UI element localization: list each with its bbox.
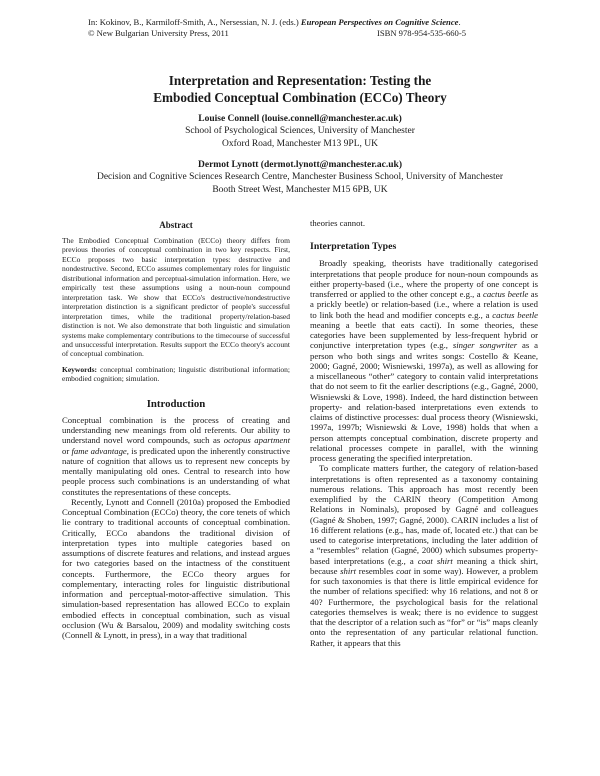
text-run: as a prickly beetle) or relation-based (i.e., where a relation is used to link both the head and modifier concepts e.g., a xyxy=(310,289,538,320)
copyright-line xyxy=(88,28,466,39)
author-block-1 xyxy=(60,113,540,150)
text-run: Conceptual combination is the process of creating and understanding new meanings from old referents. Our ability to understand novel word compounds, such as xyxy=(62,414,290,446)
text-run: meaning a beetle that eats cacti). In some theories, these categories have been supplemented by less-frequent hybrid or conjunctive interpretation types (e.g., xyxy=(310,319,538,351)
keywords xyxy=(62,365,290,384)
introduction xyxy=(62,398,290,641)
abstract-heading: Abstract xyxy=(159,220,193,230)
example-term: cactus beetle xyxy=(492,309,538,320)
citation-editors: In: Kokinov, B., Karmiloff-Smith, A., Nersessian, N. J. (eds.) xyxy=(88,17,299,27)
example-term: coat xyxy=(396,565,412,576)
example-term: cactus beetle xyxy=(482,289,529,299)
citation-period: . xyxy=(458,17,461,27)
left-column xyxy=(62,220,290,640)
citation-line xyxy=(88,17,528,28)
right-paragraph-1 xyxy=(310,258,538,463)
keywords-label: Keywords: xyxy=(62,364,97,374)
example-term: octopus apartment xyxy=(223,435,290,446)
text-run: in some way). However, a problem for such taxonomies is that there is little empirical evidence for the number of relations specified: why 16 relations, and not 8 or 40? Furthermore, the psychological basis for the relational categories themselves is weak; there is no evidence to suggest that the descriptor of a relation such as “for” or “is” maps cleanly onto the representation of any particular relational function. Rather, it appears that this xyxy=(310,565,538,648)
author-affiliation: School of Psychological Sciences, University of Manchester xyxy=(185,126,415,137)
example-term: fame advantage xyxy=(71,445,127,456)
book-title: European Perspectives on Cognitive Science xyxy=(300,17,459,27)
right-column xyxy=(310,218,538,648)
author-affiliation: Decision and Cognitive Sciences Research Centre, Manchester Business School, University of Manchester xyxy=(96,172,504,183)
keywords-text: conceptual combination; linguistic distributional information; embodied cognition; simulation. xyxy=(62,364,291,384)
right-paragraph-2 xyxy=(310,463,538,648)
author-address: Oxford Road, Manchester M13 9PL, UK xyxy=(222,138,378,149)
intro-paragraph-1 xyxy=(62,415,290,497)
example-term: singer songwriter xyxy=(452,340,518,351)
abstract-text: The Embodied Conceptual Combination (ECCo) theory differs from previous theories of conceptual combination in two key respects. First, ECCo proposes two basic interpretation types: destructive and nondestructive. Second, ECCo assumes complementary roles for linguistic distributional information and perceptual-simulation information. Here, we empirically test these assumptions using a noun-noun compound interpretation task. We show that ECCo's destructive/nondestructive interpretation distinction is a significant predictor of people's successful interpretation times, while the traditional property/relation-based distinction is not. We also demonstrate that both linguistic and simulation systems make complementary contributions to the timecourse of successful and unsuccessful interpretation. Results support the ECCo theory's account of conceptual combination. xyxy=(62,236,290,359)
title-line-2: Embodied Conceptual Combination (ECCo) Theory xyxy=(153,90,447,105)
page-header xyxy=(88,17,528,39)
isbn: ISBN 978-954-535-660-5 xyxy=(376,28,466,38)
text-run: as a person who both sings and writes songs: Costello & Keane, 2000; Gagné, 2000; Wisniewski, 1997a), as well as allowing for a miscellaneous “other” category to contain valid interpretations that do not seem to fit the earlier descriptions (e.g., Gagné, 2000, Wisniewski & Love, 1998). Indeed, the hard distinction between property- and relation-based interpretations even extends to claims of distinctive processes: dual process theory (Wisniewski, 1997a, 1997b; Wisniewski & Love, 1998) holds that when a person attempts conceptual combination, discrete property and relational processes compete in parallel, with the winning process generating the specified interpretation. xyxy=(310,340,538,463)
author-name: Louise Connell (louise.connell@manchester.ac.uk) xyxy=(198,114,402,124)
example-term: shirt xyxy=(340,565,357,576)
text-run: or xyxy=(62,445,72,456)
abstract xyxy=(62,220,290,384)
text-run: resembles xyxy=(356,565,397,576)
text-run: , is predicated upon the inherently constructive nature of cognition that allows us to represent new concepts by mentally manipulating old ones. Central to research into how people process such combinations is an understanding of what constitutes the representations of these concepts. xyxy=(62,445,290,497)
introduction-heading: Introduction xyxy=(146,397,206,410)
text-run: To complicate matters further, the category of relation-based interpretations is often represented as a taxonomy containing numerous relations. This approach has most recently been exemplified by the CARIN theory (Competition Among Relations in Nominals), proposed by Gagné and colleagues (Gagné & Shoben, 1997; Gagné, 2000). CARIN includes a list of 16 different relations (e.g., has, made of, located etc.) that can be used to categorise interpretations, including the later addition of a “resembles” relation (Gagné, 2000) which subsumes property-based interpretations (e.g., a xyxy=(310,463,538,566)
interpretation-types-heading: Interpretation Types xyxy=(310,241,397,253)
text-run: Broadly speaking, theorists have traditionally categorised interpretations that people produce for noun-noun compounds as either property-based (i.e., where the property of one concept is transferred or applied to the other concept e.g., a xyxy=(310,258,538,299)
author-block-2 xyxy=(60,159,540,196)
text-run: meaning a thick shirt, because xyxy=(310,555,538,576)
paper-title xyxy=(60,72,540,106)
carry-over-text: theories cannot. xyxy=(310,218,366,228)
author-address: Booth Street West, Manchester M15 6PB, UK xyxy=(212,184,388,195)
title-line-1: Interpretation and Representation: Testing the xyxy=(168,73,432,88)
example-term: coat shirt xyxy=(417,555,453,566)
intro-paragraph-2: Recently, Lynott and Connell (2010a) proposed the Embodied Conceptual Combination (ECCo) theory, the core tenets of which lie contrary to traditional accounts of conceptual combination. Critically, ECCo abandons the traditional division of interpretation types into multiple categories based on assumptions of discrete features and relations, and instead argues for two categories based on the intactness of the constituent concepts. Furthermore, the ECCo theory argues for complementary, interacting roles for linguistic distributional information and perceptual-motor-affective simulation. This simulation-based representation has allowed ECCo to explain embodied effects in conceptual combination, such as visual occlusion (Wu & Barsalou, 2009) and modality switching costs (Connell & Lynott, in press), in a way that traditional xyxy=(62,496,290,641)
copyright: © New Bulgarian University Press, 2011 xyxy=(88,28,229,38)
author-name: Dermot Lynott (dermot.lynott@manchester.ac.uk) xyxy=(198,160,402,170)
